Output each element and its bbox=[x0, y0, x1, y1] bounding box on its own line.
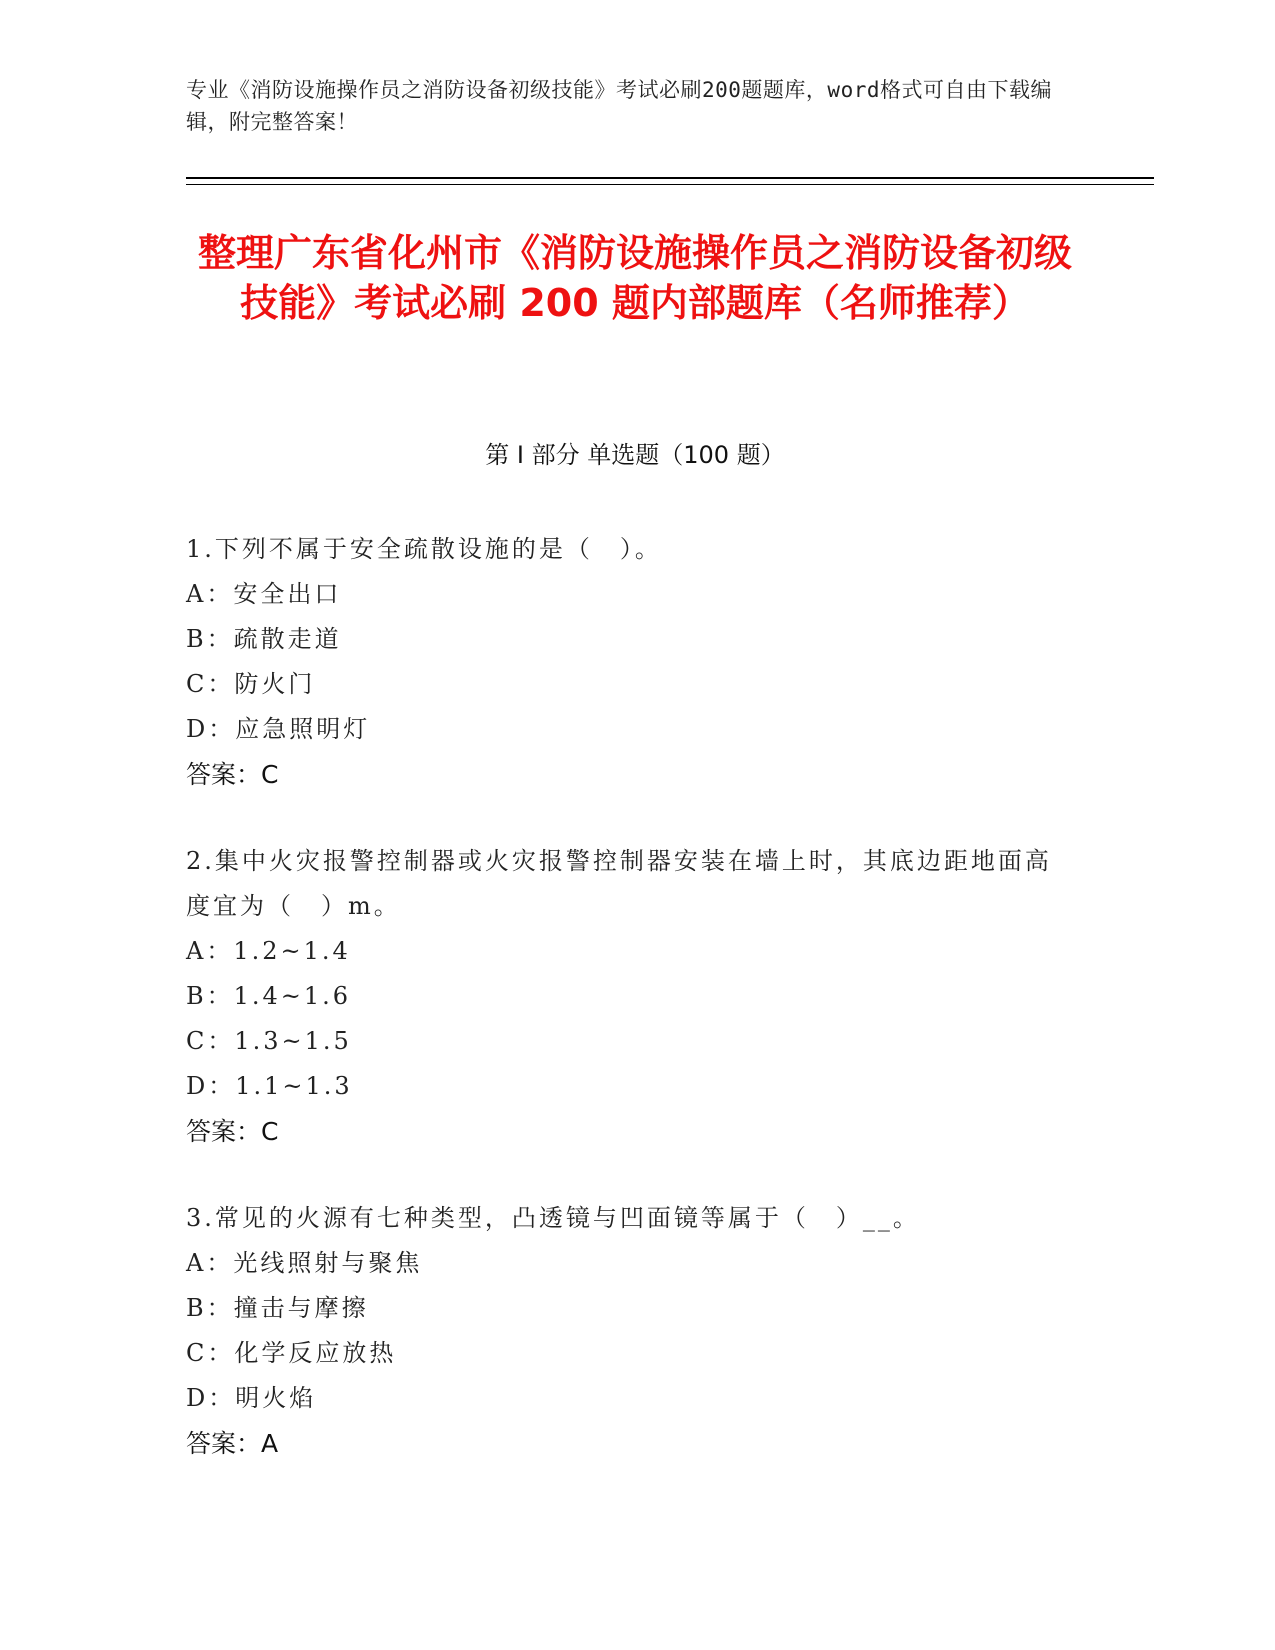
option-a: A：光线照射与聚焦 bbox=[186, 1249, 423, 1277]
option-c: C：1.3~1.5 bbox=[186, 1027, 352, 1055]
document-title: 整理广东省化州市《消防设施操作员之消防设备初级技能》考试必刷 200 题内部题库（名师推荐） bbox=[197, 231, 1072, 325]
header-divider-thick bbox=[186, 177, 1154, 179]
option-b: B：1.4~1.6 bbox=[186, 982, 352, 1010]
option-c: C：防火门 bbox=[186, 670, 316, 698]
option-a: A：安全出口 bbox=[186, 580, 342, 608]
header-divider-thin bbox=[186, 184, 1154, 185]
option-d: D：明火焰 bbox=[186, 1384, 317, 1412]
intro-text: 专业《消防设施操作员之消防设备初级技能》考试必刷200题题库，word格式可自由下载编辑，附完整答案！ bbox=[186, 78, 1052, 134]
answer: 答案：C bbox=[186, 1117, 279, 1146]
question-list bbox=[186, 527, 1066, 1508]
question-1 bbox=[186, 527, 1066, 797]
question-stem: 2.集中火灾报警控制器或火灾报警控制器安装在墙上时，其底边距地面高度宜为（ ）m。 bbox=[186, 847, 1052, 920]
option-c: C：化学反应放热 bbox=[186, 1339, 397, 1367]
option-a: A：1.2~1.4 bbox=[186, 937, 351, 965]
option-d: D：应急照明灯 bbox=[186, 715, 371, 743]
option-b: B：疏散走道 bbox=[186, 625, 342, 653]
question-stem: 3.常见的火源有七种类型，凸透镜与凹面镜等属于（ ）__。 bbox=[186, 1204, 920, 1232]
answer: 答案：C bbox=[186, 760, 279, 789]
option-d: D：1.1~1.3 bbox=[186, 1072, 353, 1100]
question-2 bbox=[186, 839, 1066, 1154]
option-b: B：撞击与摩擦 bbox=[186, 1294, 369, 1322]
answer: 答案：A bbox=[186, 1429, 279, 1458]
question-3 bbox=[186, 1196, 1066, 1466]
section-heading: 第 I 部分 单选题（100 题） bbox=[485, 441, 785, 469]
question-stem: 1.下列不属于安全疏散设施的是（ ）。 bbox=[186, 535, 662, 563]
